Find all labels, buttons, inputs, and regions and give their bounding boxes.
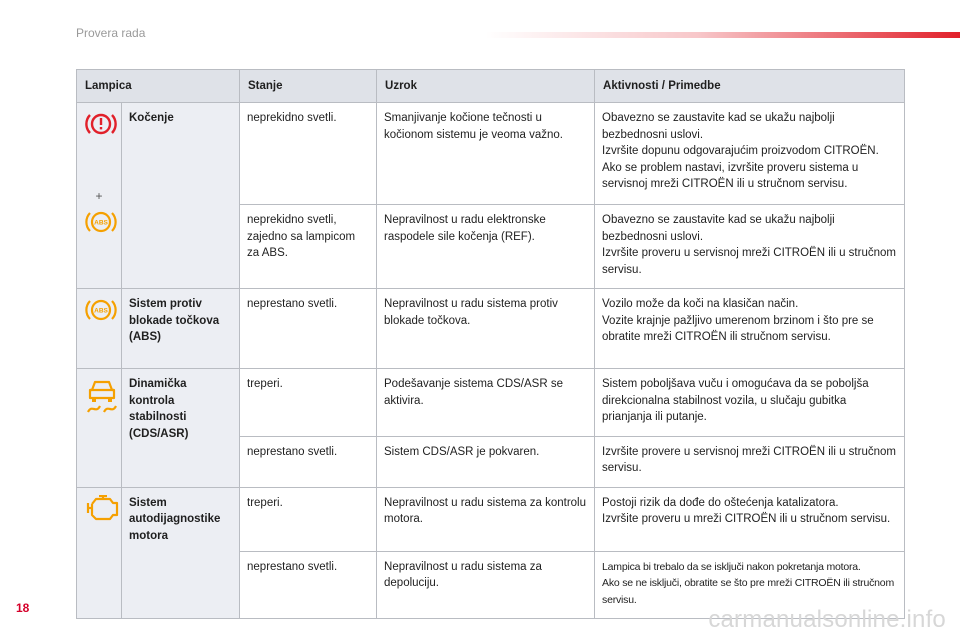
group-name-abs: Sistem protiv blokade točkova (ABS) xyxy=(122,289,240,369)
state-cell: neprekidno svetli, zajedno sa lampicom za ABS. xyxy=(240,205,377,289)
header-stanje: Stanje xyxy=(240,70,377,103)
watermark: carmanualsonline.info xyxy=(708,606,946,633)
icon-plus-sign: + xyxy=(95,189,103,203)
stability-control-icon xyxy=(84,376,120,416)
state-cell: neprestano svetli. xyxy=(240,551,377,619)
group-name-stability: Dinamička kontrola stabilnosti (CDS/ASR) xyxy=(122,369,240,488)
action-cell: Obavezno se zaustavite kad se ukažu najbolji bezbednosni uslovi. Izvršite dopunu odgovarajućim proizvodom CITROËN. Ako se problem nastavi, izvršite proveru sistema u servisnoj mreži CITROËN ili u stručnom servisu. xyxy=(595,103,905,205)
cause-cell: Smanjivanje kočione tečnosti u kočionom sistemu je veoma važno. xyxy=(377,103,595,205)
action-cell: Izvršite provere u servisnoj mreži CITROËN ili u stručnom servisu. xyxy=(595,436,905,487)
cause-cell: Nepravilnost u radu sistema za depoluciju. xyxy=(377,551,595,619)
abs-icon xyxy=(84,208,118,236)
cause-cell: Nepravilnost u radu sistema protiv blokade točkova. xyxy=(377,289,595,369)
state-cell: neprestano svetli. xyxy=(240,436,377,487)
action-cell: Vozilo može da koči na klasičan način. Vozite krajnje pažljivo umerenom brzinom i što pre se obratite mreži CITROËN ili stručnom servisu. xyxy=(595,289,905,369)
section-title: Provera rada xyxy=(76,26,146,40)
brake-warning-icon xyxy=(84,110,118,138)
icon-cell-stability xyxy=(77,369,122,488)
cause-cell: Podešavanje sistema CDS/ASR se aktivira. xyxy=(377,369,595,437)
table-header-row xyxy=(77,70,905,103)
group-name-engine: Sistem autodijagnostike motora xyxy=(122,487,240,619)
action-cell: Obavezno se zaustavite kad se ukažu najbolji bezbednosni uslovi. Izvršite proveru u servisnoj mreži CITROËN ili u stručnom servisu. xyxy=(595,205,905,289)
header-lampica: Lampica xyxy=(77,70,240,103)
header-aktivnosti: Aktivnosti / Primedbe xyxy=(595,70,905,103)
state-cell: treperi. xyxy=(240,369,377,437)
state-cell: neprekidno svetli. xyxy=(240,103,377,205)
action-cell: Sistem poboljšava vuču i omogućava da se poboljša direkcionalna stabilnost vozila, u slučaju gubitka prianjanja ili putanje. xyxy=(595,369,905,437)
cause-cell: Sistem CDS/ASR je pokvaren. xyxy=(377,436,595,487)
state-cell: neprestano svetli. xyxy=(240,289,377,369)
icon-cell-abs xyxy=(77,289,122,369)
state-cell: treperi. xyxy=(240,487,377,551)
cause-cell: Nepravilnost u radu elektronske raspodele sile kočenja (REF). xyxy=(377,205,595,289)
table-row xyxy=(77,289,905,369)
action-cell: Lampica bi trebalo da se isključi nakon pokretanja motora. Ako se ne isključi, obratite se što pre mreži CITROËN ili stručnom servisu. xyxy=(595,551,905,619)
warning-lights-table xyxy=(76,69,905,619)
action-cell: Postoji rizik da dođe do oštećenja katalizatora. Izvršite proveru u mreži CITROËN ili u stručnom servisu. xyxy=(595,487,905,551)
svg-text:ABS: ABS xyxy=(94,219,108,227)
group-name-brake: Kočenje xyxy=(122,103,240,289)
icon-cell-brake xyxy=(77,103,122,289)
table-row xyxy=(77,103,905,205)
cause-cell: Nepravilnost u radu sistema za kontrolu motora. xyxy=(377,487,595,551)
engine-check-icon xyxy=(84,495,120,521)
abs-icon xyxy=(84,296,118,324)
table-row xyxy=(77,369,905,437)
icon-cell-engine xyxy=(77,487,122,619)
header-uzrok: Uzrok xyxy=(377,70,595,103)
page-number: 18 xyxy=(16,601,30,615)
header-rule xyxy=(485,32,960,38)
svg-text:ABS: ABS xyxy=(94,307,108,315)
table-row xyxy=(77,487,905,551)
